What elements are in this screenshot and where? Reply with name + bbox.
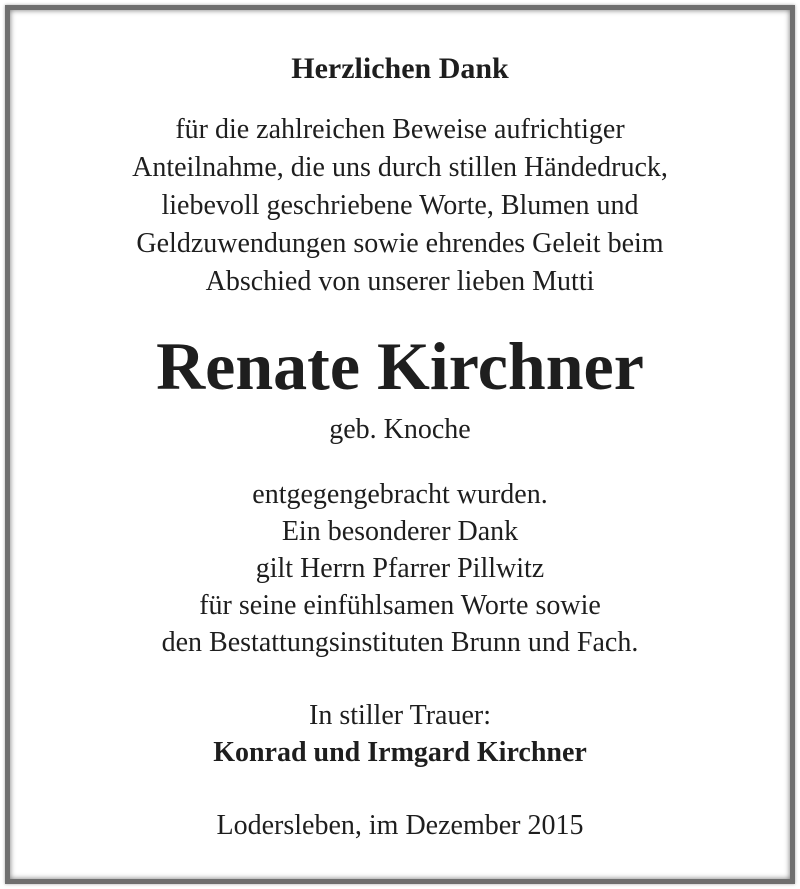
- closing-line: für seine einfühlsamen Worte sowie: [199, 590, 601, 621]
- maiden-name: geb. Knoche: [329, 414, 471, 445]
- intro-line: liebevoll geschriebene Worte, Blumen und: [161, 190, 639, 221]
- intro-line: Abschied von unserer lieben Mutti: [205, 266, 595, 297]
- mourning-label: In stiller Trauer:: [309, 700, 491, 731]
- notice-heading: Herzlichen Dank: [291, 52, 509, 85]
- intro-line: Anteilnahme, die uns durch stillen Händedruck,: [132, 152, 668, 183]
- deceased-name: Renate Kirchner: [156, 328, 644, 404]
- intro-line: Geldzuwendungen sowie ehrendes Geleit beim: [136, 228, 664, 259]
- signers: Konrad und Irmgard Kirchner: [213, 737, 587, 768]
- closing-line: Ein besonderer Dank: [281, 516, 519, 547]
- closing-line: entgegengebracht wurden.: [252, 479, 548, 510]
- closing-line: den Bestattungsinstituten Brunn und Fach.: [161, 627, 639, 658]
- closing-line: gilt Herrn Pfarrer Pillwitz: [255, 553, 545, 584]
- place-date: Lodersleben, im Dezember 2015: [216, 810, 584, 841]
- intro-line: für die zahlreichen Beweise aufrichtiger: [175, 114, 625, 145]
